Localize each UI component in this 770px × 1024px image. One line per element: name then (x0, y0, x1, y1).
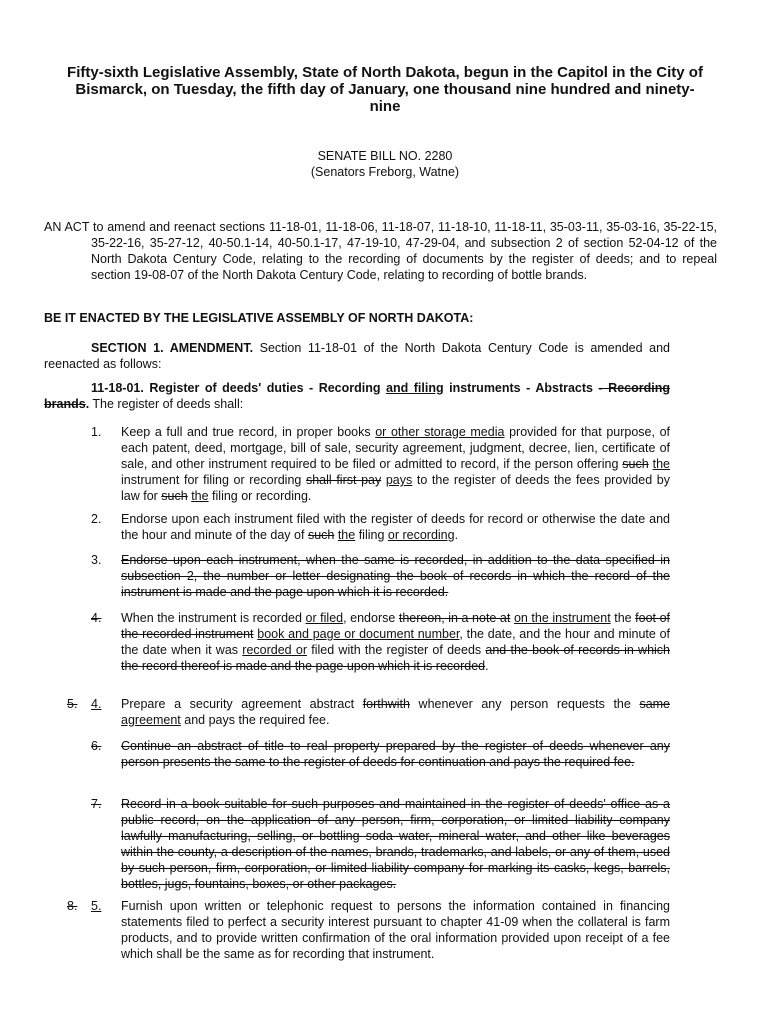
added-text: the (191, 489, 209, 503)
deleted-text: such (161, 489, 188, 503)
text: , endorse (343, 611, 399, 625)
text: Prepare a security agreement abstract (121, 697, 363, 711)
item-5-text (121, 696, 670, 728)
item-5-old-number: 5. (67, 697, 78, 711)
text: and pays the required fee. (180, 713, 330, 727)
section-1-label: SECTION 1. AMENDMENT. (91, 341, 254, 355)
assembly-title: Fifty-sixth Legislative Assembly, State of North Dakota, begun in the Capitol in the City of Bismarck, on Tuesday, the fifth day of January, one thousand nine hundred and ninety-nine (67, 64, 703, 115)
text: to the register of deeds the fees provided by law for (121, 473, 670, 503)
deleted-text: Continue an abstract of title to real property prepared by the register of deeds whenever any person presents the same to the register of deeds for continuation and pays the required fee. (121, 739, 670, 769)
added-text: the (337, 528, 356, 542)
added-text: recorded or (242, 643, 307, 657)
item-8-new-number: 5. (91, 899, 102, 913)
deleted-text: such (307, 528, 335, 542)
text: whenever any person requests the (409, 697, 640, 711)
section-heading (44, 380, 670, 412)
added-text: , (512, 627, 516, 641)
text: the (610, 611, 636, 625)
item-3-number: 3. (91, 553, 102, 567)
act-description: AN ACT to amend and reenact sections 11-18-01, 11-18-06, 11-18-07, 11-18-10, 11-18-11, 35-03-11, 35-03-16, 35-22-15, 35-22-16, 35-27-12, 40-50.1-14, 40-50.1-17, 47-19-10, 47-29-04, and subsection 2 of section 52-04-12 of the North Dakota Century Code, relating to the recording of documents by the register of deeds; and to repeal section 19-08-07 of the North Dakota Century Code, relating to recording of bottle brands. (44, 220, 717, 282)
text: . (454, 528, 459, 542)
added-text: or filed (305, 611, 344, 625)
text: Endorse upon each instrument filed with the register of deeds for record or otherwise the date and the hour and minute of the day of (121, 512, 670, 542)
heading-period: . (85, 397, 90, 411)
item-1-number: 1. (91, 425, 102, 439)
heading-intro: The register of deeds shall: (89, 397, 244, 411)
heading-part-c: instruments - Abstracts (443, 381, 593, 395)
item-6-text (121, 738, 670, 770)
added-text: book and page or document number (257, 627, 460, 641)
item-8-old-number: 8. (67, 899, 78, 913)
item-3-text (121, 552, 670, 600)
item-4-text (121, 610, 670, 674)
heading-deleted-text: - Recording brands (44, 381, 670, 411)
text: When the instrument is recorded (121, 611, 306, 625)
enacting-clause: BE IT ENACTED BY THE LEGISLATIVE ASSEMBLY OF NORTH DAKOTA: (44, 311, 474, 325)
added-text: the (652, 457, 670, 471)
added-text: or recording (387, 528, 455, 542)
item-7-text (121, 796, 670, 892)
added-text: agreement (121, 713, 181, 727)
text: and the hour and minute of the date when it was (121, 627, 671, 657)
added-text: pays (385, 473, 413, 487)
added-text: on the instrument (513, 611, 611, 625)
deleted-text: thereon, in a note at (398, 611, 511, 625)
deleted-text: Record in a book suitable for such purposes and maintained in the register of deeds' office as a public record, on the application of any person, firm, corporation, or limited liability company lawfully manufacturing, selling, or bottling soda water, mineral water, and other like beverages within the county, a description of the names, brands, trademarks, and labels, or any of them, used by such person, firm, corporation, or limited liability company for marking its casks, kegs, barrels, bottles, jugs, fountains, boxes, or other packages. (121, 797, 670, 891)
section-1-text: Section 11-18-01 of the North Dakota Century Code is amended and reenacted as follows: (44, 341, 670, 371)
text: Keep a full and true record, in proper books (121, 425, 376, 439)
deleted-text: forthwith (362, 697, 410, 711)
text: instrument for filing or recording (121, 473, 306, 487)
deleted-text: shall first pay (305, 473, 382, 487)
deleted-text: same (639, 697, 671, 711)
item-2-text (121, 511, 670, 543)
text: provided for that purpose, of each patent, deed, mortgage, bill of sale, security agreement, judgment, decree, lien, certificate of sale, and other instrument required to be filed or admitted to record, if the person offering (121, 425, 671, 471)
heading-added-text: and filing (386, 381, 444, 395)
bill-sponsors: (Senators Freborg, Watne) (310, 165, 460, 179)
item-4-number: 4. (91, 611, 102, 625)
text: . (485, 659, 489, 673)
bill-number: SENATE BILL NO. 2280 (317, 149, 453, 163)
item-8-text: Furnish upon written or telephonic request to persons the information contained in financing statements filed to perfect a security interest pursuant to chapter 41-09 when the collateral is farm products, and to provide written confirmation of the oral information provided upon receipt of a fee which shall be the same as for recording that instrument. (121, 899, 670, 961)
added-text: or other storage media (375, 425, 505, 439)
deleted-text: Endorse upon each instrument, when the same is recorded, in addition to the data specified in subsection 2, the number or letter designating the book of records in which the record of the instrument is made and the page upon which it is recorded. (121, 553, 670, 599)
deleted-text: such (622, 457, 649, 471)
item-5-new-number: 4. (91, 697, 102, 711)
deleted-text: and the book of records in which the record thereof is made and the page upon which it is recorded (121, 643, 670, 673)
deleted-text: foot of the recorded instrument (121, 611, 670, 641)
text: , the date (459, 627, 513, 641)
item-7-number: 7. (91, 797, 102, 811)
text: filed with the register of deeds (307, 643, 486, 657)
text: filing or recording. (208, 489, 312, 503)
section-1-paragraph (44, 340, 670, 372)
item-1-text (121, 424, 670, 504)
heading-part-a: 11-18-01. Register of deeds' duties - Recording (91, 381, 387, 395)
text: filing (355, 528, 388, 542)
item-2-number: 2. (91, 512, 102, 526)
item-6-number: 6. (91, 739, 102, 753)
